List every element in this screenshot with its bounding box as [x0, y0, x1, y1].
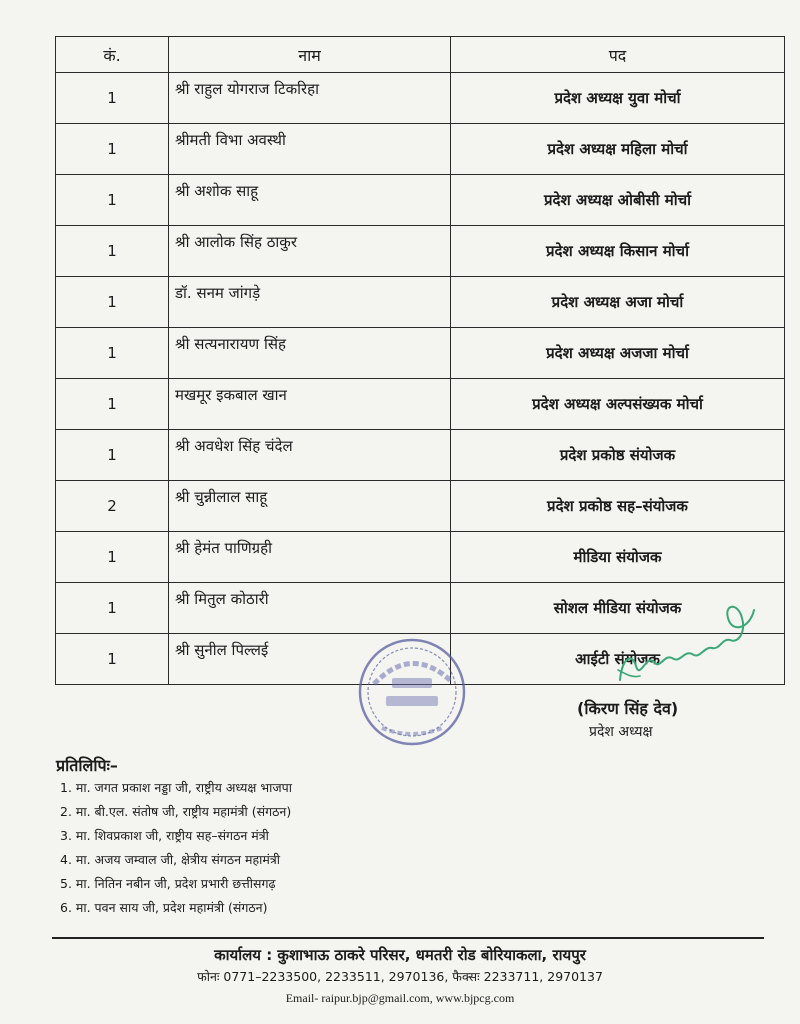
table-row: [56, 328, 785, 379]
copy-list: [60, 776, 292, 920]
table-row: [56, 430, 785, 481]
cell-post: सोशल मीडिया संयोजक: [451, 583, 785, 634]
cell-serial: 1: [56, 73, 169, 124]
cell-name: श्री अवधेश सिंह चंदेल: [169, 430, 451, 481]
cell-name: श्री मितुल कोठारी: [169, 583, 451, 634]
cell-serial: 1: [56, 124, 169, 175]
table-row: [56, 175, 785, 226]
table-row: [56, 481, 785, 532]
cell-name: मखमूर इकबाल खान: [169, 379, 451, 430]
footer-address: कार्यालय : कुशाभाऊ ठाकरे परिसर, धमतरी रोड बोरियाकला, रायपुर: [214, 946, 586, 964]
list-item: 4. मा. अजय जम्वाल जी, क्षेत्रीय संगठन महामंत्री: [60, 852, 280, 867]
cell-post: प्रदेश अध्यक्ष अल्पसंख्यक मोर्चा: [451, 379, 785, 430]
cell-serial: 1: [56, 379, 169, 430]
cell-serial: 2: [56, 481, 169, 532]
cell-serial: 1: [56, 634, 169, 685]
cell-name: श्री सत्यनारायण सिंह: [169, 328, 451, 379]
handwritten-signature: [610, 588, 760, 688]
list-item: 3. मा. शिवप्रकाश जी, राष्ट्रीय सह–संगठन मंत्री: [60, 828, 269, 843]
footer-phone: फोनः 0771–2233500, 2233511, 2970136, फैक्सः 2233711, 2970137: [197, 969, 603, 984]
list-item: 1. मा. जगत प्रकाश नड्डा जी, राष्ट्रीय अध्यक्ष भाजपा: [60, 780, 292, 795]
list-item: 6. मा. पवन साय जी, प्रदेश महामंत्री (संगठन): [60, 900, 268, 915]
footer-email: Email- raipur.bjp@gmail.com, www.bjpcg.com: [285, 991, 515, 1005]
cell-post: मीडिया संयोजक: [451, 532, 785, 583]
cell-post: प्रदेश अध्यक्ष ओबीसी मोर्चा: [451, 175, 785, 226]
signatory-title: प्रदेश अध्यक्ष: [589, 724, 653, 740]
cell-post: प्रदेश प्रकोष्ठ संयोजक: [451, 430, 785, 481]
header-post: पद: [451, 37, 785, 73]
office-seal-stamp: [356, 636, 468, 748]
cell-serial: 1: [56, 328, 169, 379]
cell-post: प्रदेश अध्यक्ष किसान मोर्चा: [451, 226, 785, 277]
table-row: [56, 73, 785, 124]
table-row: [56, 124, 785, 175]
table-row: [56, 379, 785, 430]
cell-post: प्रदेश अध्यक्ष युवा मोर्चा: [451, 73, 785, 124]
cell-name: श्री अशोक साहू: [169, 175, 451, 226]
cell-name: श्री सुनील पिल्लई: [169, 634, 451, 685]
cell-serial: 1: [56, 226, 169, 277]
table-header-row: [56, 37, 785, 73]
table-row: [56, 532, 785, 583]
header-name: नाम: [169, 37, 451, 73]
cell-post: प्रदेश प्रकोष्ठ सह–संयोजक: [451, 481, 785, 532]
cell-serial: 1: [56, 277, 169, 328]
table-row: [56, 277, 785, 328]
cell-post: प्रदेश अध्यक्ष अजजा मोर्चा: [451, 328, 785, 379]
cell-serial: 1: [56, 532, 169, 583]
cell-post: आईटी संयोजक: [451, 634, 785, 685]
cell-name: श्री चुन्नीलाल साहू: [169, 481, 451, 532]
cell-name: श्री हेमंत पाणिग्रही: [169, 532, 451, 583]
copy-heading: प्रतिलिपिः–: [56, 756, 118, 775]
cell-name: श्री राहुल योगराज टिकरिहा: [169, 73, 451, 124]
footer-divider: [52, 937, 764, 939]
list-item: 2. मा. बी.एल. संतोष जी, राष्ट्रीय महामंत्री (संगठन): [60, 804, 292, 819]
cell-name: श्री आलोक सिंह ठाकुर: [169, 226, 451, 277]
table-row: [56, 226, 785, 277]
cell-serial: 1: [56, 175, 169, 226]
signatory-name: (किरण सिंह देव): [577, 699, 679, 718]
cell-serial: 1: [56, 430, 169, 481]
cell-post: प्रदेश अध्यक्ष महिला मोर्चा: [451, 124, 785, 175]
list-item: 5. मा. नितिन नबीन जी, प्रदेश प्रभारी छत्तीसगढ़: [60, 876, 276, 891]
cell-serial: 1: [56, 583, 169, 634]
cell-name: डॉ. सनम जांगड़े: [169, 277, 451, 328]
cell-name: श्रीमती विभा अवस्थी: [169, 124, 451, 175]
cell-post: प्रदेश अध्यक्ष अजा मोर्चा: [451, 277, 785, 328]
header-serial: कं.: [56, 37, 169, 73]
